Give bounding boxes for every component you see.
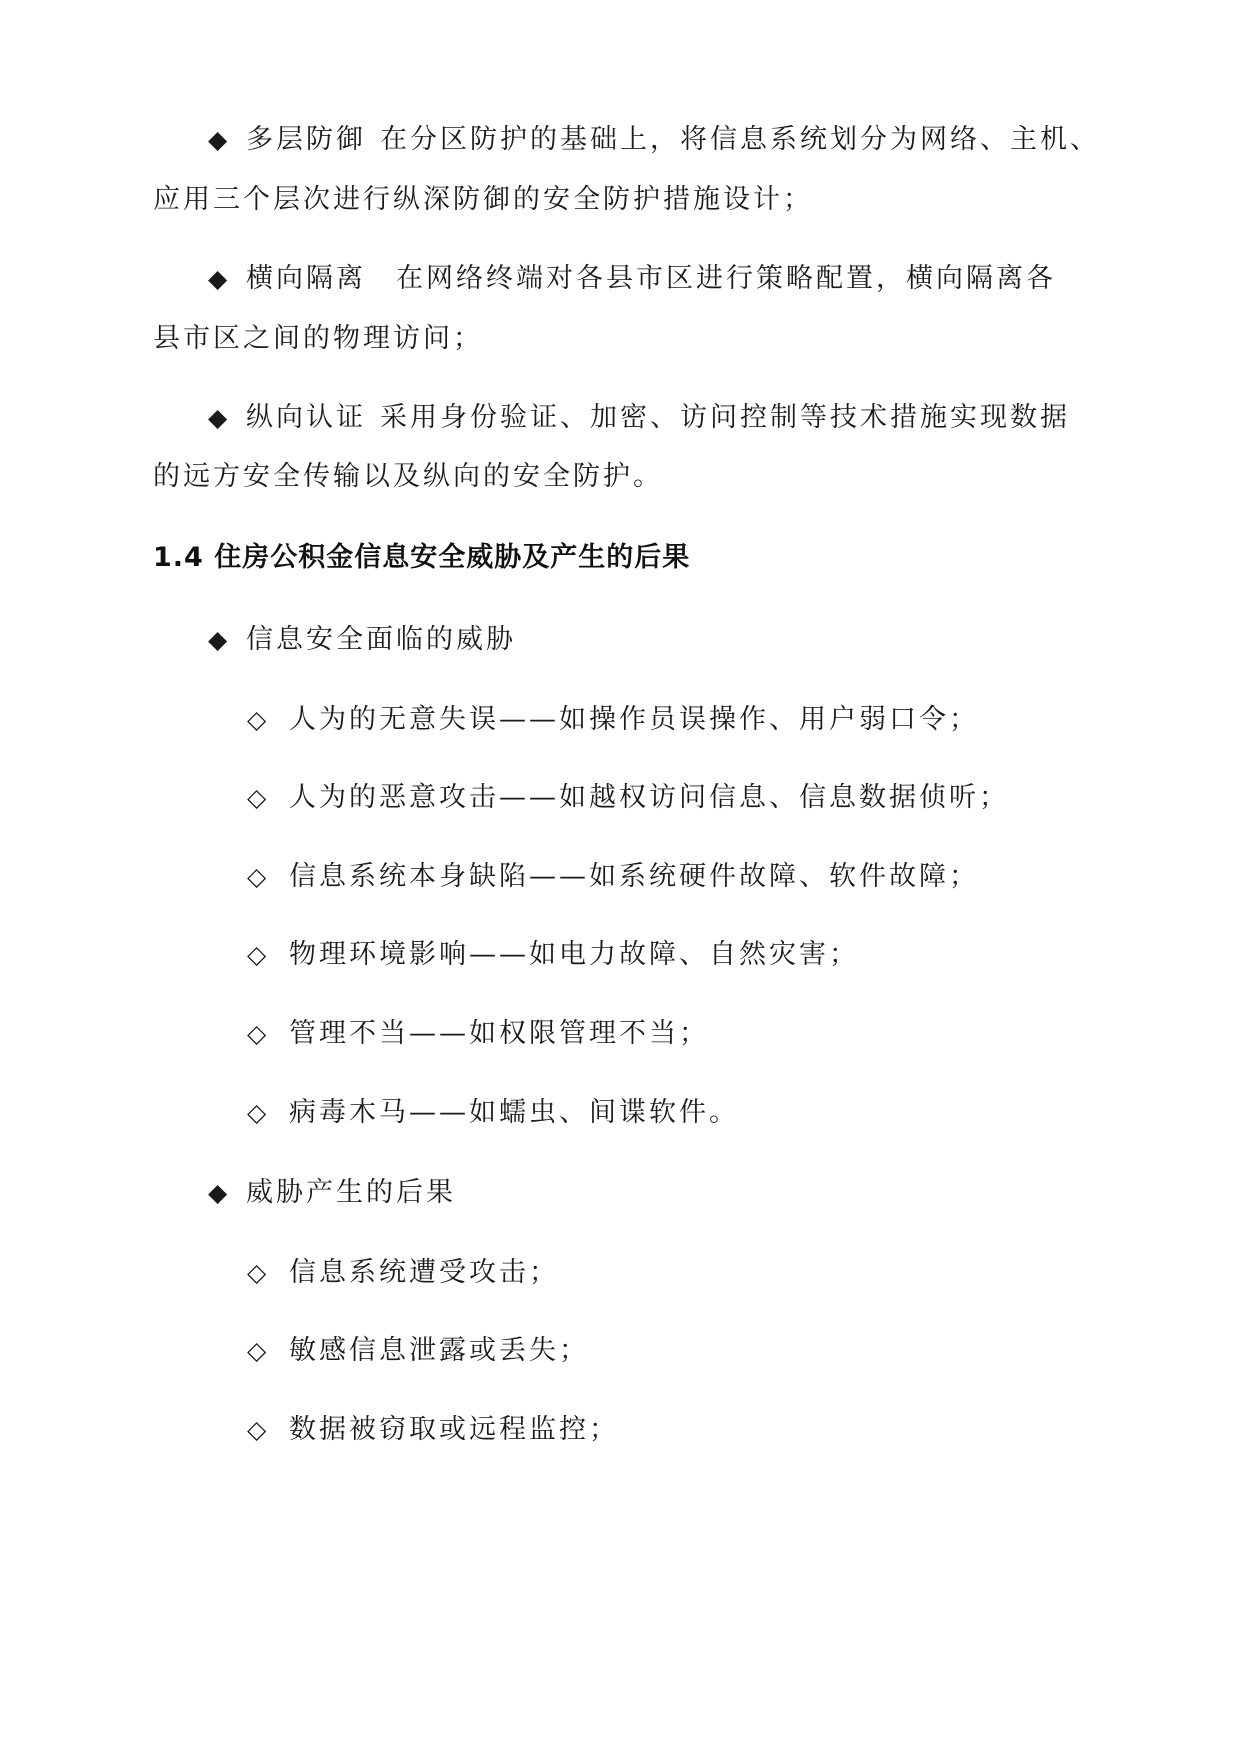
threat-item [247, 778, 1009, 818]
intro-item-3-line-1 [208, 398, 1070, 438]
threat-item-text: 病毒木马——如蠕虫、间谍软件。 [289, 1097, 739, 1128]
hollow-diamond-icon: ◇ [247, 1098, 270, 1127]
intro-item-2-text: 在网络终端对各县市区进行策略配置，横向隔离各 [396, 263, 1056, 294]
filled-diamond-icon: ◆ [208, 125, 231, 154]
intro-item-1-line-2: 应用三个层次进行纵深防御的安全防护措施设计； [153, 184, 813, 215]
threat-item-text: 管理不当——如权限管理不当； [289, 1018, 709, 1049]
threats-heading-text: 信息安全面临的威胁 [246, 624, 516, 655]
threat-item-text: 物理环境影响——如电力故障、自然灾害； [289, 939, 859, 970]
intro-item-3-line-2: 的远方安全传输以及纵向的安全防护。 [153, 461, 663, 492]
threat-item-text: 人为的无意失误——如操作员误操作、用户弱口令； [289, 704, 979, 735]
intro-item-1-text: 在分区防护的基础上，将信息系统划分为网络、主机、 [380, 124, 1100, 155]
hollow-diamond-icon: ◇ [247, 862, 270, 891]
threats-heading [208, 620, 516, 660]
intro-item-1-line-1 [208, 120, 1100, 160]
intro-item-1-label: 多层防御 [246, 124, 366, 155]
threat-item-text: 信息系统本身缺陷——如系统硬件故障、软件故障； [289, 861, 979, 892]
hollow-diamond-icon: ◇ [247, 940, 270, 969]
consequences-heading-text: 威胁产生的后果 [246, 1177, 456, 1208]
consequence-item [247, 1410, 619, 1450]
consequence-item [247, 1331, 589, 1371]
filled-diamond-icon: ◆ [208, 264, 231, 293]
threat-item [247, 1014, 709, 1054]
intro-item-3-text: 采用身份验证、加密、访问控制等技术措施实现数据 [380, 402, 1070, 433]
hollow-diamond-icon: ◇ [247, 783, 270, 812]
filled-diamond-icon: ◆ [208, 403, 231, 432]
intro-item-2-label: 横向隔离 [246, 263, 366, 294]
filled-diamond-icon: ◆ [208, 625, 231, 654]
intro-item-2-line-1 [208, 259, 1056, 299]
threat-item [247, 700, 979, 740]
hollow-diamond-icon: ◇ [247, 1019, 270, 1048]
consequence-item-text: 数据被窃取或远程监控； [289, 1414, 619, 1445]
consequence-item-text: 信息系统遭受攻击； [289, 1257, 559, 1288]
hollow-diamond-icon: ◇ [247, 705, 270, 734]
hollow-diamond-icon: ◇ [247, 1415, 270, 1444]
consequence-item [247, 1253, 559, 1293]
threat-item [247, 935, 859, 975]
threat-item [247, 857, 979, 897]
hollow-diamond-icon: ◇ [247, 1258, 270, 1287]
intro-item-2-line-2: 县市区之间的物理访问； [153, 323, 483, 354]
hollow-diamond-icon: ◇ [247, 1336, 270, 1365]
filled-diamond-icon: ◆ [208, 1178, 231, 1207]
intro-item-3-label: 纵向认证 [246, 402, 366, 433]
consequence-item-text: 敏感信息泄露或丢失； [289, 1335, 589, 1366]
threat-item [247, 1093, 739, 1133]
section-title: 1.4 住房公积金信息安全威胁及产生的后果 [153, 542, 691, 573]
consequences-heading [208, 1173, 456, 1213]
threat-item-text: 人为的恶意攻击——如越权访问信息、信息数据侦听； [289, 782, 1009, 813]
